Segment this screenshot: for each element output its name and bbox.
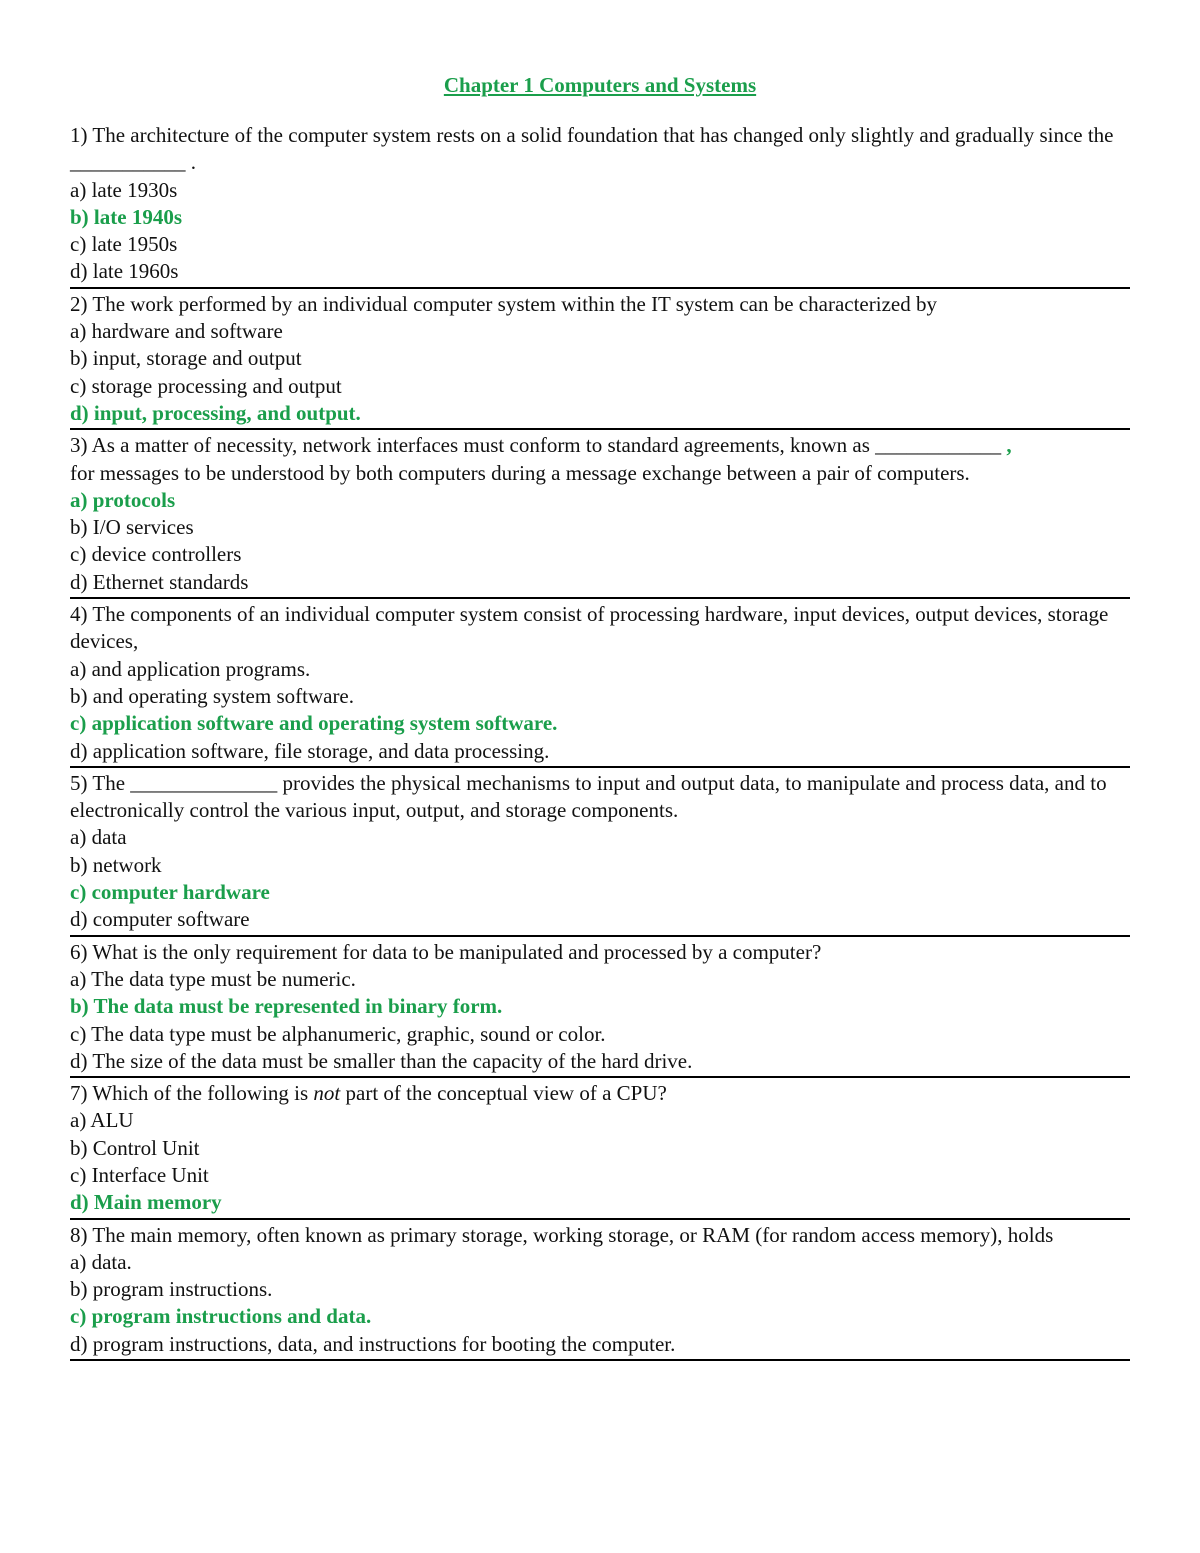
question-stem-part-1: 3) As a matter of necessity, network interfaces must conform to standard agreements, known as ____________ [70, 433, 1007, 458]
option-c-correct: c) application software and operating system software. [70, 711, 558, 736]
question-5 [70, 770, 1130, 937]
option-d-correct: d) Main memory [70, 1190, 222, 1215]
question-stem [70, 1080, 1130, 1107]
question-stem [70, 432, 1130, 487]
question-stem-comma: , [1006, 433, 1012, 458]
option-a: a) data [70, 825, 127, 850]
question-stem-part-1: 7) Which of the following is [70, 1081, 314, 1106]
question-stem: 1) The architecture of the computer system rests on a solid foundation that has changed only slightly and gradually since the ___________ . [70, 123, 1114, 175]
question-stem: 2) The work performed by an individual computer system within the IT system can be characterized by [70, 291, 937, 316]
page-title: Chapter 1 Computers and Systems [443, 73, 757, 97]
option-d: d) The size of the data must be smaller than the capacity of the hard drive. [70, 1048, 693, 1073]
option-b-correct: b) late 1940s [70, 204, 182, 229]
option-b: b) input, storage and output [70, 346, 302, 371]
question-6 [70, 939, 1130, 1078]
option-b-correct: b) The data must be represented in binary form. [70, 994, 503, 1019]
option-d: d) computer software [70, 907, 250, 932]
question-4 [70, 601, 1130, 768]
question-stem-part-2: for messages to be understood by both computers during a message exchange between a pair of computers. [70, 460, 970, 485]
option-a: a) data. [70, 1249, 132, 1274]
option-d: d) Ethernet standards [70, 569, 249, 594]
option-a: a) and application programs. [70, 656, 311, 681]
question-3 [70, 432, 1130, 599]
document-page [70, 68, 1130, 1363]
option-c-correct: c) computer hardware [70, 880, 270, 905]
option-c: c) device controllers [70, 542, 242, 567]
option-c-correct: c) program instructions and data. [70, 1304, 372, 1329]
option-b: b) network [70, 852, 162, 877]
option-a: a) The data type must be numeric. [70, 966, 356, 991]
option-c: c) Interface Unit [70, 1162, 209, 1187]
option-c: c) late 1950s [70, 232, 178, 257]
option-d-correct: d) input, processing, and output. [70, 400, 361, 425]
option-a: a) hardware and software [70, 319, 283, 344]
option-c: c) The data type must be alphanumeric, graphic, sound or color. [70, 1021, 606, 1046]
option-b: b) Control Unit [70, 1135, 200, 1160]
option-a: a) late 1930s [70, 177, 178, 202]
option-d: d) program instructions, data, and instructions for booting the computer. [70, 1331, 676, 1356]
question-1 [70, 122, 1130, 289]
question-stem: 8) The main memory, often known as primary storage, working storage, or RAM (for random access memory), holds [70, 1222, 1054, 1247]
option-b: b) and operating system software. [70, 683, 355, 708]
question-stem: 6) What is the only requirement for data to be manipulated and processed by a computer? [70, 939, 822, 964]
option-a-correct: a) protocols [70, 487, 176, 512]
question-8 [70, 1222, 1130, 1361]
option-c: c) storage processing and output [70, 373, 342, 398]
option-d: d) late 1960s [70, 259, 179, 284]
option-a: a) ALU [70, 1108, 134, 1133]
question-stem: 4) The components of an individual computer system consist of processing hardware, input devices, output devices, storage devices, [70, 602, 1109, 654]
question-7 [70, 1080, 1130, 1219]
option-d: d) application software, file storage, and data processing. [70, 738, 550, 763]
question-stem: 5) The ______________ provides the physical mechanisms to input and output data, to manipulate and process data, and to electronically control the various input, output, and storage components. [70, 770, 1107, 823]
option-b: b) program instructions. [70, 1277, 273, 1302]
question-2 [70, 291, 1130, 430]
option-b: b) I/O services [70, 515, 194, 540]
question-stem-part-2: part of the conceptual view of a CPU? [340, 1081, 667, 1106]
question-stem-emphasis: not [313, 1081, 341, 1106]
